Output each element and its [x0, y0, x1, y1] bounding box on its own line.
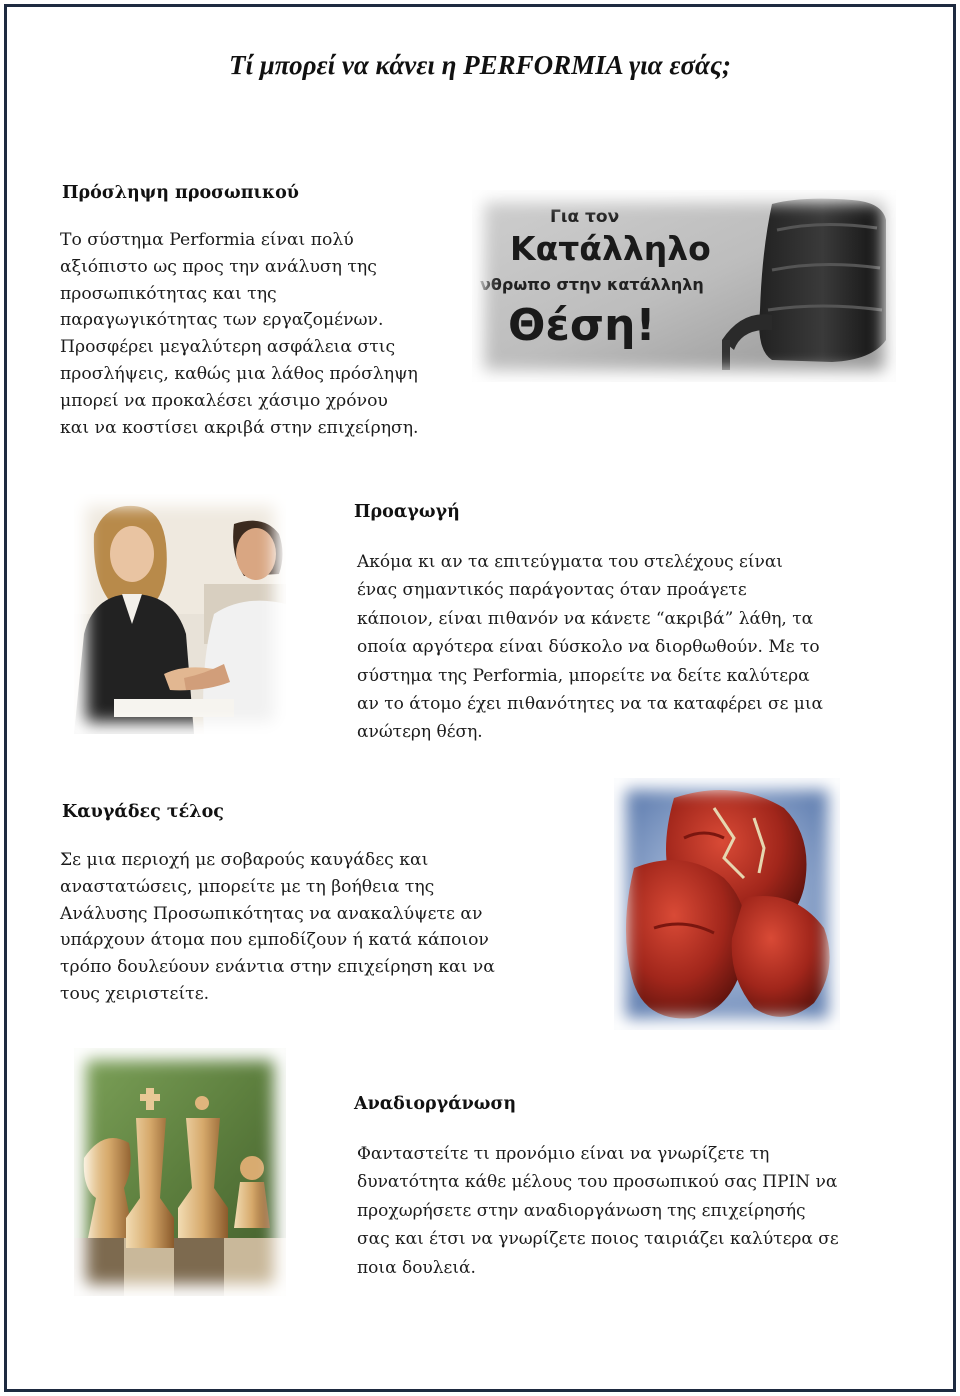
section-heading-hiring: Πρόσληψη προσωπικού: [62, 183, 299, 203]
section-text-hiring: [60, 227, 480, 441]
text-line: σας και έτσι να γνωρίζετε ποιος ταιριάζει καλύτερα σε: [357, 1229, 839, 1250]
chess-pieces-photo-icon: [74, 1048, 286, 1296]
text-line: δυνατότητα κάθε μέλους του προσωπικού σας ΠΡΙΝ να: [357, 1172, 838, 1193]
boxing-gloves-photo-icon: [614, 778, 840, 1030]
section-heading-promotion: Προαγωγή: [354, 502, 460, 522]
text-line: αξιόπιστο ως προς την ανάλυση της: [60, 256, 377, 277]
section-heading-conflicts: Καυγάδες τέλος: [62, 802, 224, 822]
text-line: ένας σημαντικός παράγοντας όταν προάγετε: [357, 580, 747, 601]
text-line: προχωρήσετε στην αναδιοργάνωση της επιχείρησής: [357, 1200, 806, 1221]
section-text-reorganization: [357, 1140, 937, 1282]
text-line: προσωπικότητας και της: [60, 283, 277, 304]
banner-line4: Θέση!: [508, 300, 656, 351]
text-line: ποια δουλειά.: [357, 1257, 476, 1278]
section-heading-reorganization: Αναδιοργάνωση: [354, 1094, 517, 1114]
text-line: τρόπο δουλεύουν ενάντια στην επιχείρηση και να: [60, 957, 495, 978]
banner-line3: νθρωπο στην κατάλληλη: [480, 275, 704, 294]
text-line: κάποιον, είναι πιθανόν να κάνετε “ακριβά” λάθη, τα: [357, 608, 814, 629]
text-line: Το σύστημα Performia είναι πολύ: [60, 230, 354, 250]
text-line: Ανάλυσης Προσωπικότητας να ανακαλύψετε αν: [60, 903, 483, 924]
text-line: Φανταστείτε τι προνόμιο είναι να γνωρίζετε τη: [357, 1144, 770, 1164]
banner-line2: Κατάλληλο: [510, 229, 711, 268]
text-line: ανώτερη θέση.: [357, 722, 483, 743]
handshake-photo-icon: [74, 494, 286, 734]
text-line: οποία αργότερα είναι δύσκολο να διορθωθούν. Με το: [357, 637, 820, 658]
text-line: Ακόμα κι αν τα επιτεύγματα του στελέχους είναι: [357, 552, 783, 572]
text-line: προσλήψεις, καθώς μια λάθος πρόσληψη: [60, 363, 418, 384]
text-line: υπάρχουν άτομα που εμποδίζουν ή κατά κάποιον: [60, 930, 489, 951]
section-text-conflicts: [60, 847, 580, 1008]
text-line: Σε μια περιοχή με σοβαρούς καυγάδες και: [60, 850, 429, 870]
office-chair-banner-icon: [472, 190, 896, 382]
banner-line1: Για τον: [550, 207, 620, 227]
text-line: αν το άτομο έχει πιθανότητες να τα καταφέρει σε μια: [357, 694, 823, 715]
text-line: τους χειριστείτε.: [60, 983, 210, 1004]
text-line: παραγωγικότητας των εργαζομένων.: [60, 310, 384, 331]
text-line: μπορεί να προκαλέσει χάσιμο χρόνου: [60, 390, 388, 411]
text-line: και να κοστίσει ακριβά στην επιχείρηση.: [60, 417, 419, 438]
section-text-promotion: [357, 548, 917, 747]
text-line: σύστημα της Performia, μπορείτε να δείτε καλύτερα: [357, 665, 810, 686]
text-line: Προσφέρει μεγαλύτερη ασφάλεια στις: [60, 337, 396, 358]
text-line: αναστατώσεις, μπορείτε με τη βοήθεια της: [60, 876, 435, 897]
page-title: Τί μπορεί να κάνει η PERFORMIA για εσάς;: [229, 50, 731, 80]
